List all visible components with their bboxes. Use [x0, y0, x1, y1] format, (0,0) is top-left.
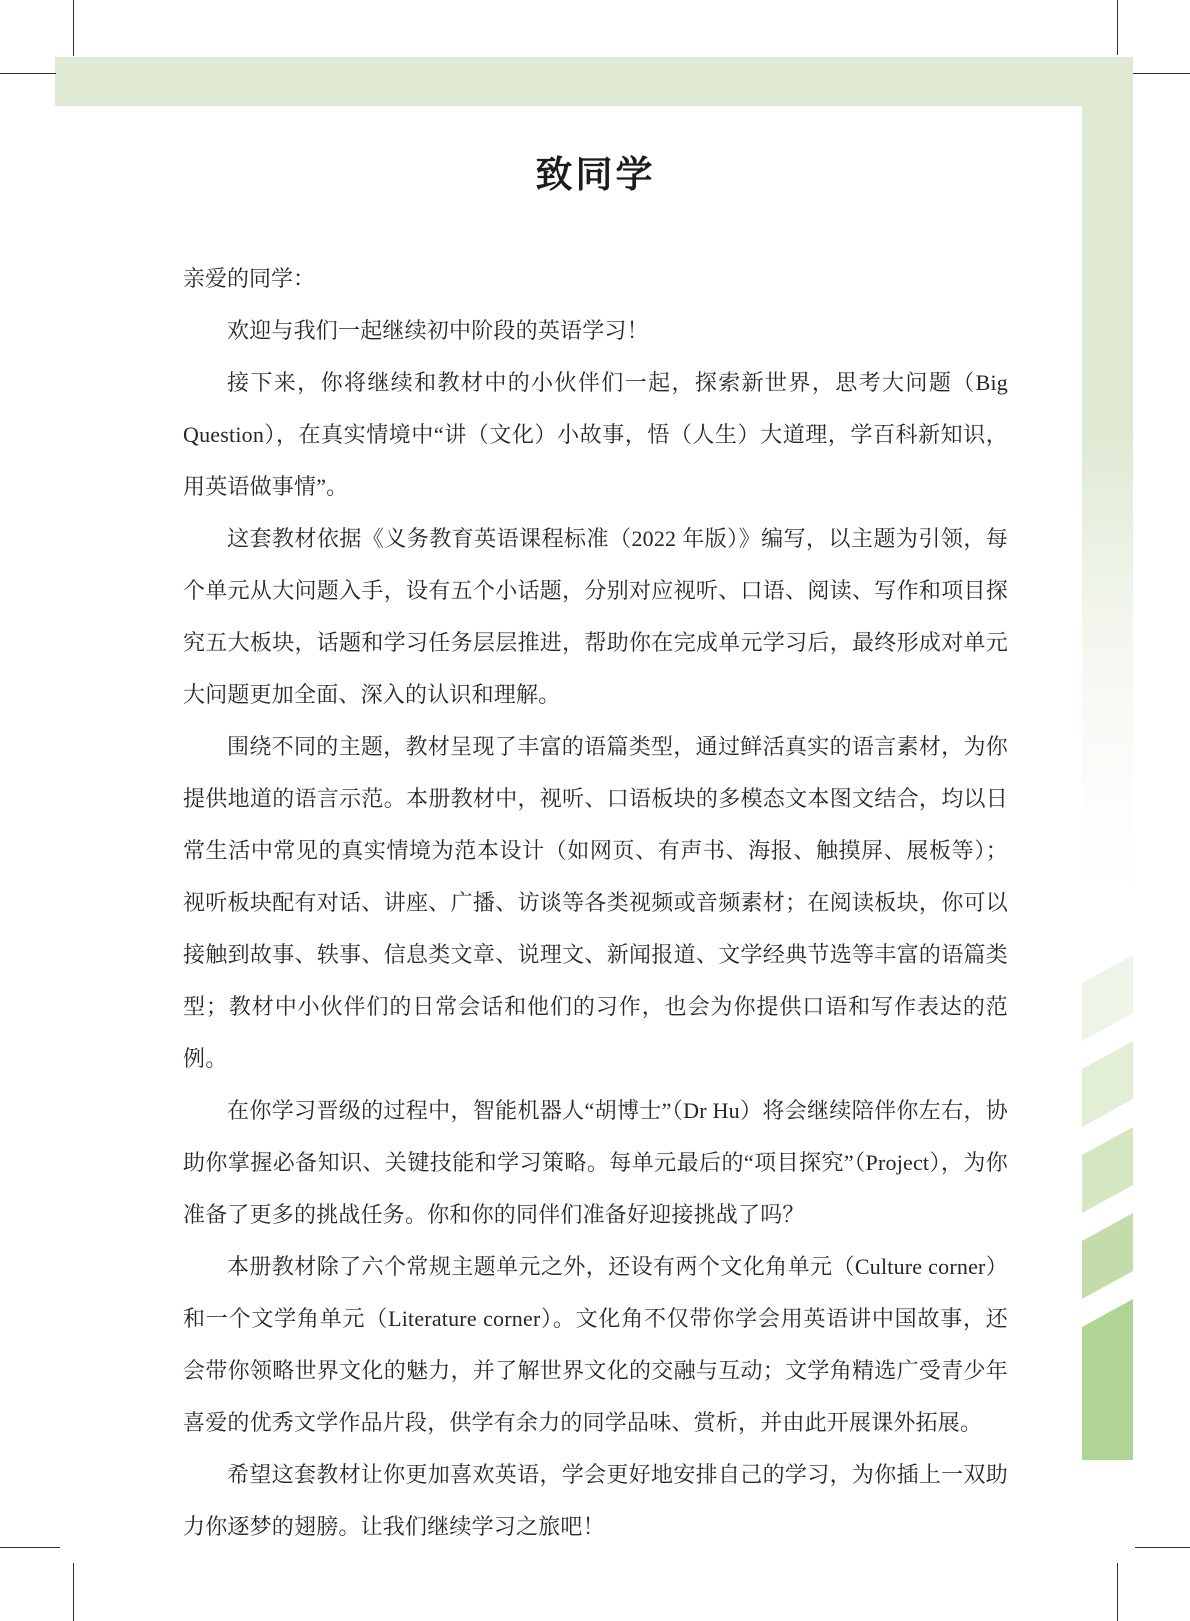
body-paragraph-welcome: 欢迎与我们一起继续初中阶段的英语学习！	[227, 318, 649, 343]
body-paragraph-closing-wish: 希望这套教材让你更加喜欢英语，学会更好地安排自己的学习，为你插上一双助力你逐梦的翅膀。让我们继续学习之旅吧！	[183, 1462, 1008, 1539]
diagonal-stripe-2	[1082, 1041, 1133, 1127]
crop-mark-top-right-vertical	[1117, 0, 1118, 55]
preface-text-column	[183, 149, 1008, 1553]
crop-mark-bottom-left-vertical	[73, 1563, 74, 1621]
crop-mark-top-right-horizontal	[1133, 73, 1190, 74]
body-paragraph-curriculum-standard: 这套教材依据《义务教育英语课程标准（2022 年版）》编写，以主题为引领，每个单元从大问题入手，设有五个小话题，分别对应视听、口语、阅读、写作和项目探究五大板块，话题和学习任务层层推进，帮助你在完成单元学习后，最终形成对单元大问题更加全面、深入的认识和理解。	[183, 526, 1008, 707]
body-paragraph-text-types: 围绕不同的主题，教材呈现了丰富的语篇类型，通过鲜活真实的语言素材，为你提供地道的语言示范。本册教材中，视听、口语板块的多模态文本图文结合，均以日常生活中常见的真实情境为范本设计（如网页、有声书、海报、触摸屏、展板等）；视听板块配有对话、讲座、广播、访谈等各类视频或音频素材；在阅读板块，你可以接触到故事、轶事、信息类文章、说理文、新闻报道、文学经典节选等丰富的语篇类型；教材中小伙伴们的日常会话和他们的习作，也会为你提供口语和写作表达的范例。	[183, 734, 1008, 1071]
crop-mark-top-left-horizontal	[0, 73, 56, 74]
diagonal-stripe-5	[1082, 1299, 1133, 1460]
salutation-line: 亲爱的同学：	[183, 266, 316, 291]
top-green-band	[55, 57, 1133, 106]
crop-mark-bottom-right-horizontal	[1135, 1547, 1190, 1548]
body-paragraph-dr-hu: 在你学习晋级的过程中，智能机器人“胡博士”（Dr Hu）将会继续陪伴你左右，协助你掌握必备知识、关键技能和学习策略。每单元最后的“项目探究”（Project），为你准备了更多的挑战任务。你和你的同伴们准备好迎接挑战了吗？	[183, 1098, 1008, 1227]
body-paragraph-big-question: 接下来，你将继续和教材中的小伙伴们一起，探索新世界，思考大问题（Big Question），在真实情境中“讲（文化）小故事，悟（人生）大道理，学百科新知识，用英语做事情”。	[183, 370, 1008, 499]
body-paragraph-culture-literature-corner: 本册教材除了六个常规主题单元之外，还设有两个文化角单元（Culture corner）和一个文学角单元（Literature corner）。文化角不仅带你学会用英语讲中国故事，还会带你领略世界文化的魅力，并了解世界文化的交融与互动；文学角精选广受青少年喜爱的优秀文学作品片段，供学有余力的同学品味、赏析，并由此开展课外拓展。	[183, 1254, 1008, 1435]
diagonal-stripe-4	[1082, 1213, 1133, 1299]
crop-mark-top-left-vertical	[73, 0, 74, 56]
right-green-strip	[1082, 57, 1133, 955]
crop-mark-bottom-left-horizontal	[0, 1547, 60, 1548]
diagonal-stripe-1	[1082, 955, 1133, 1041]
diagonal-stripe-3	[1082, 1127, 1133, 1213]
crop-mark-bottom-right-vertical	[1117, 1563, 1118, 1621]
page-title: 致同学	[535, 154, 656, 195]
